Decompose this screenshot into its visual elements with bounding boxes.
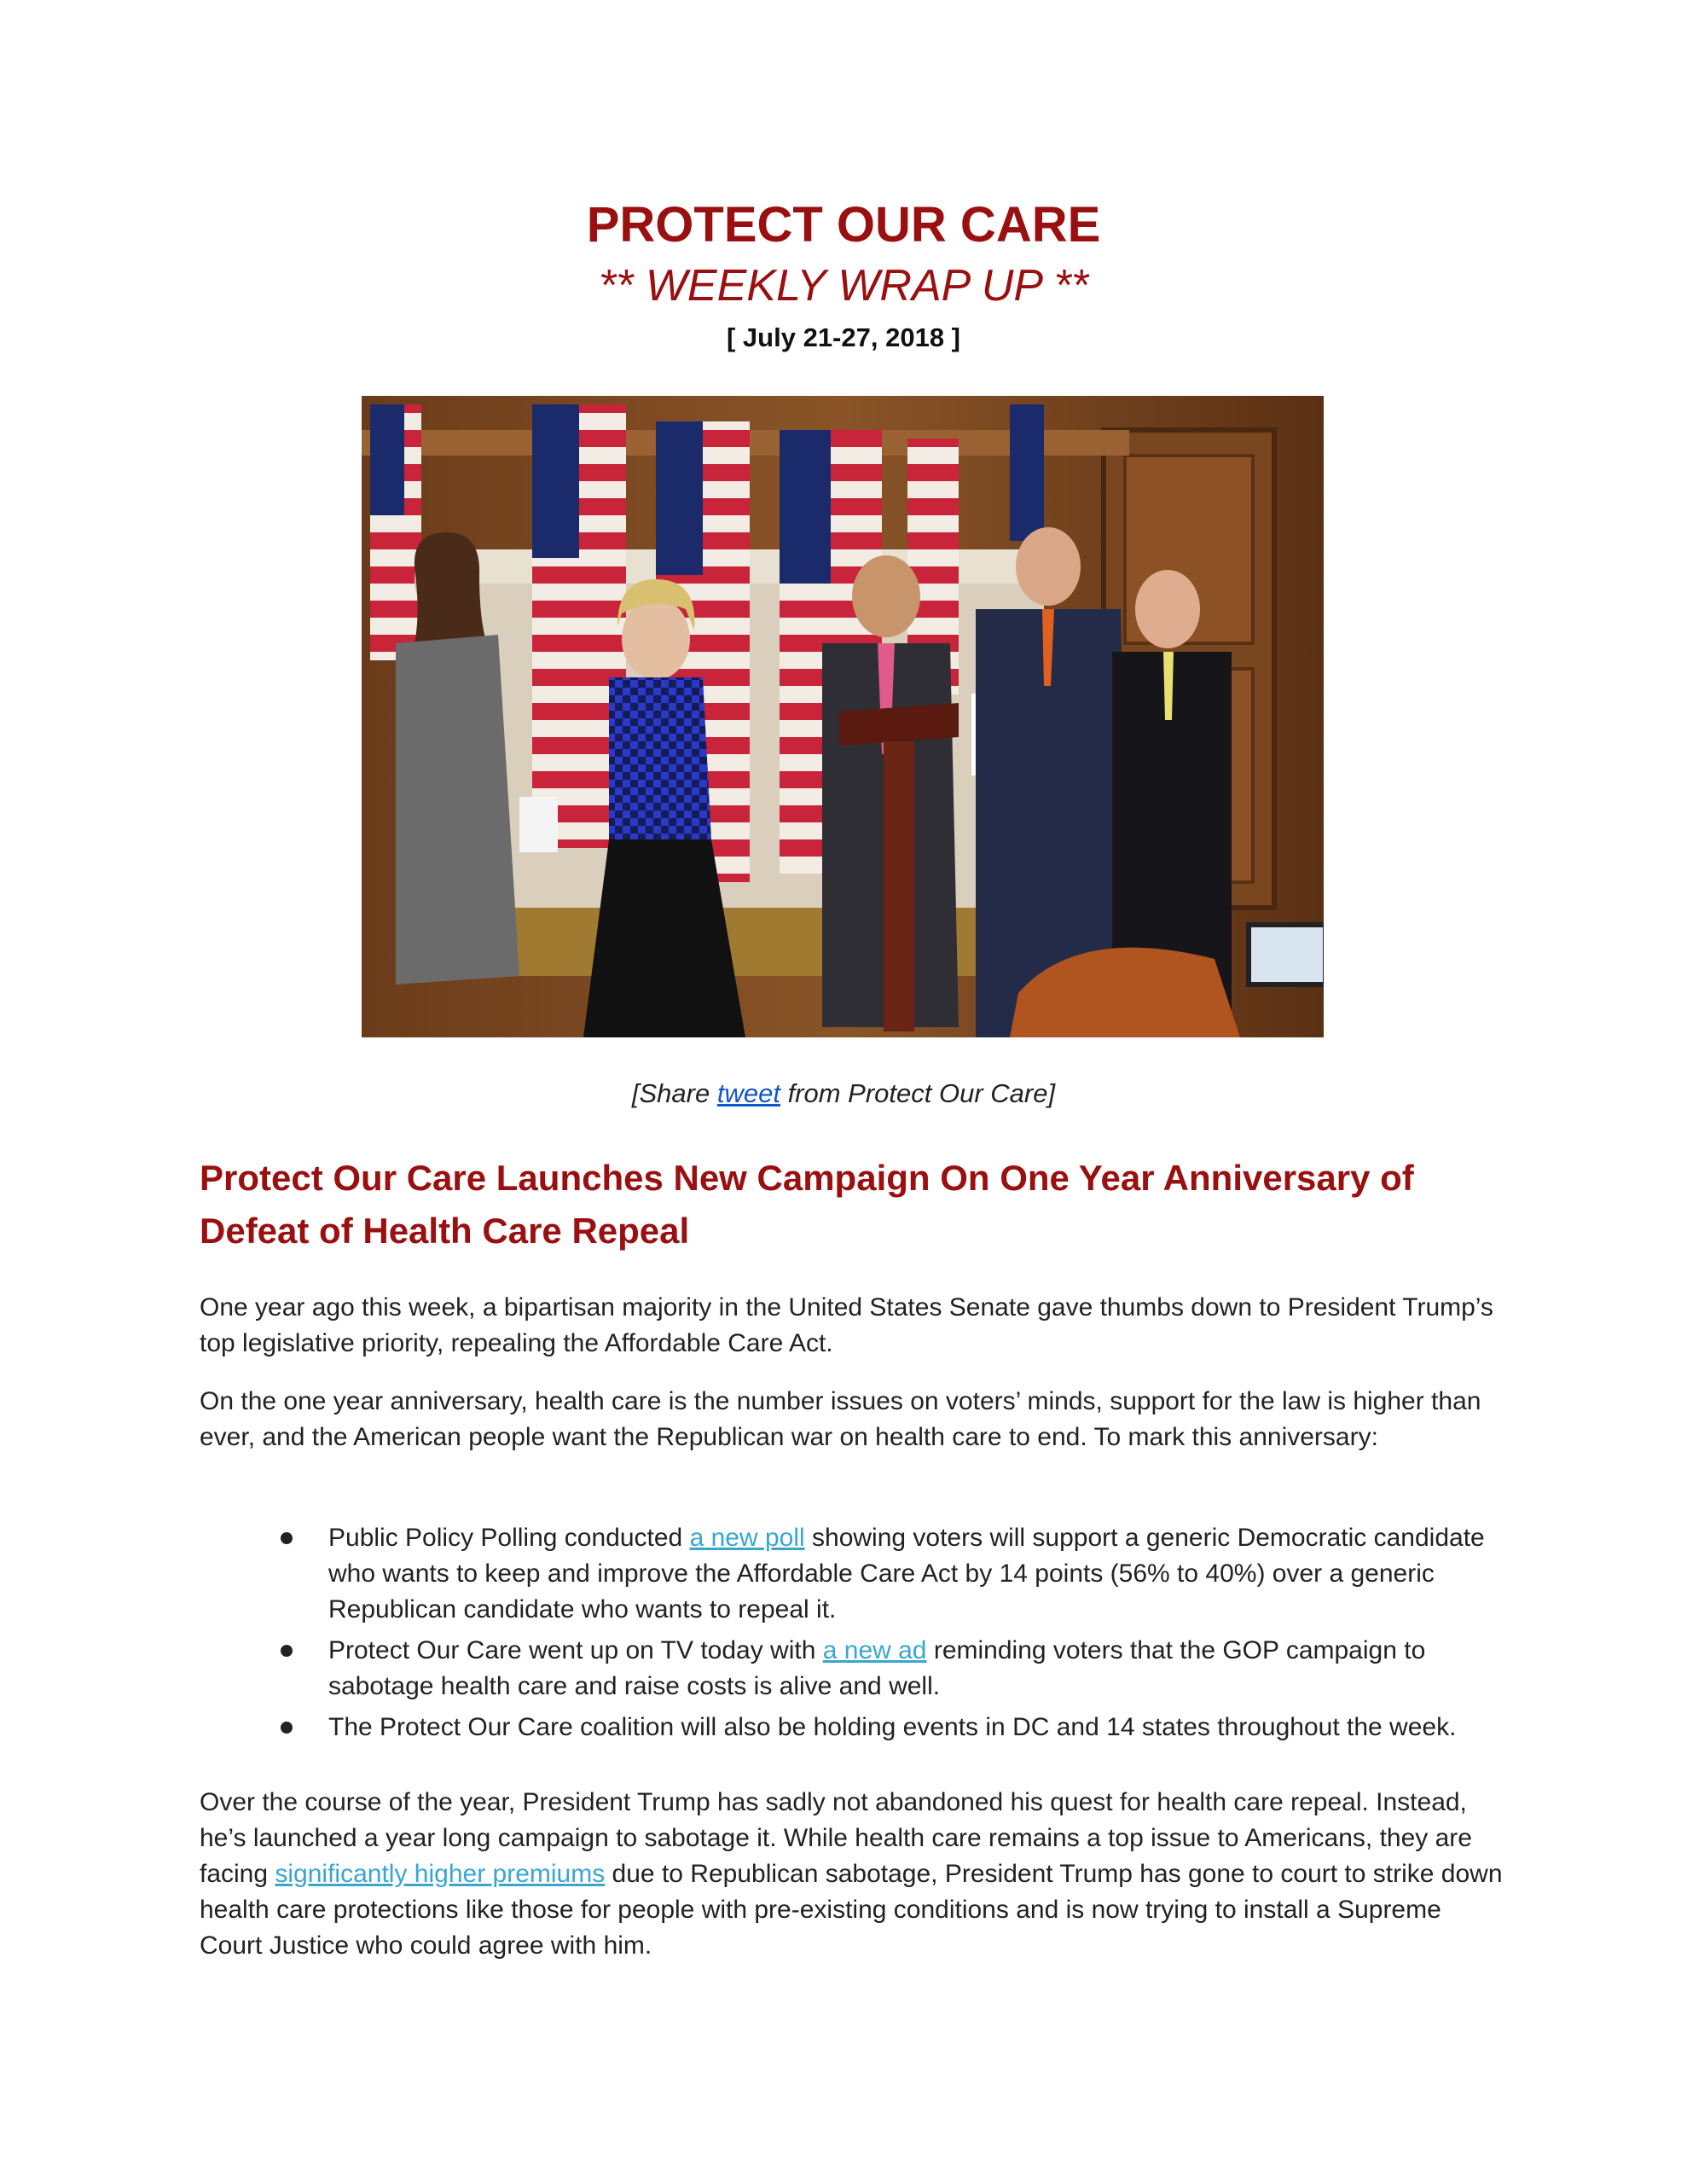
article-headline: Protect Our Care Launches New Campaign On One Year Anniversary of Defeat of Health Care Repeal <box>200 1158 1414 1251</box>
bullet-item <box>200 1710 1504 1745</box>
bullet-list <box>200 1520 1504 1751</box>
caption-text-before: [Share <box>631 1078 717 1108</box>
photo-caption <box>0 1077 1687 1111</box>
bullet-text-before: Public Policy Polling conducted <box>328 1524 690 1552</box>
paragraph-1: One year ago this week, a bipartisan majority in the United States Senate gave thumbs down to President Trump’s top legislative priority, repealing the Affordable Care Act. <box>200 1293 1493 1357</box>
paragraph-3-after: due to Republican sabotage, President Trump has gone to court to strike down health care protections like those for people with pre-existing conditions and is now trying to install a Supreme Court Justice who could agree with him. <box>200 1860 1503 1960</box>
caption-text-after: from Protect Our Care] <box>780 1078 1056 1108</box>
higher-premiums-link[interactable]: significantly higher premiums <box>275 1860 606 1888</box>
bullet-item <box>200 1633 1504 1705</box>
paragraph-3-before: Over the course of the year, President Trump has sadly not abandoned his quest for health care repeal. Instead, he’s launched a year long campaign to sabotage it. While health care remains a top issue to Americans, they are facing <box>200 1788 1472 1888</box>
bullet-text-after: reminding voters that the GOP campaign to sabotage health care and raise costs is alive and well. <box>328 1636 1426 1700</box>
bullet-dot-icon <box>281 1722 293 1734</box>
date-range: [ July 21-27, 2018 ] <box>727 322 960 352</box>
new-poll-link[interactable]: a new poll <box>689 1524 805 1552</box>
paragraph-3 <box>200 1785 1504 1964</box>
page-title: PROTECT OUR CARE <box>586 197 1101 253</box>
bullet-text-before: Protect Our Care went up on TV today with <box>328 1636 823 1664</box>
bullet-text-after: showing voters will support a generic Democratic candidate who wants to keep and improve the Affordable Care Act by 14 points (56% to 40%) over a generic Republican candidate who wants to repeal it. <box>328 1524 1485 1623</box>
press-conference-photo <box>362 396 1324 1037</box>
bullet-dot-icon <box>281 1645 293 1657</box>
bullet-item <box>200 1520 1504 1628</box>
press-conference-illustration <box>362 396 1324 1037</box>
tweet-link[interactable]: tweet <box>716 1078 780 1108</box>
bullet-text: The Protect Our Care coalition will also be holding events in DC and 14 states throughout the week. <box>328 1713 1457 1741</box>
paragraph-2: On the one year anniversary, health care is the number issues on voters’ minds, support for the law is higher than ever, and the American people want the Republican war on health care to end. To mark this anniversary: <box>200 1387 1481 1451</box>
new-ad-link[interactable]: a new ad <box>822 1636 927 1664</box>
page-subtitle: ** WEEKLY WRAP UP ** <box>598 261 1089 311</box>
bullet-dot-icon <box>281 1532 293 1544</box>
